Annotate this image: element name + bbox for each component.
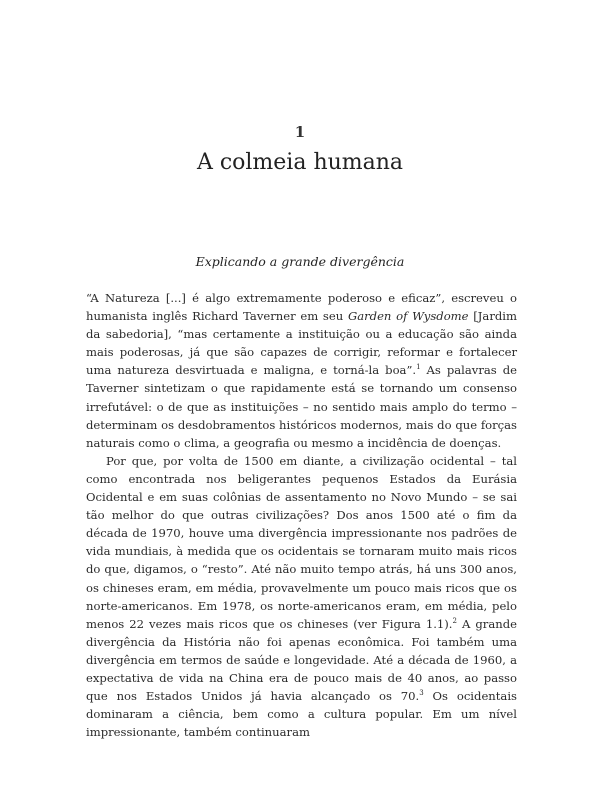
text-run: Por que, por volta de 1500 em diante, a civilização ocidental – tal como encontrada nos beligerantes pequenos Estados da Eurásia Ocidental e em suas colônias de assentamento no Novo Mundo – se sai tão melhor do que outras civilizações? Dos anos 1500 até o fim da década de 1970, houve uma divergência impressionante nos padrões de vida mundiais, à medida que os ocidentais se tornaram muito mais ricos do que, digamos, o “resto”. Até não muito tempo atrás, há uns 300 anos, os chineses eram, em média, provavelmente um pouco mais ricos que os norte-americanos. Em 1978, os norte-americanos eram, em média, pelo menos 22 vezes mais ricos que os chineses (ver Figura 1.1).: [86, 453, 517, 631]
paragraph: [86, 289, 517, 452]
text-run: “A Natureza [...] é algo extremamente poderoso e eficaz”, escreveu o humanista inglês Richard Taverner em seu: [86, 291, 517, 324]
paragraph: [86, 452, 517, 742]
text-run: As palavras de Taverner sintetizam o que rapidamente está se tornando um consenso irrefutável: o de que as instituições – no sentido mais amplo do termo – determinam os desdobramentos históricos modernos, mais do que forças naturais como o clima, a geografia ou mesmo a incidência de doenças.: [86, 363, 517, 450]
text-run: A grande divergência da História não foi apenas econômica. Foi também uma divergência em termos de saúde e longevidade. Até a década de 1960, a expectativa de vida na China era de pouco mais de 40 anos, ao passo que nos Estados Unidos já havia alcançado os 70.: [86, 616, 518, 704]
footnote-marker: 3: [419, 689, 424, 698]
chapter-title: A colmeia humana: [196, 150, 404, 175]
text-run: Os ocidentais dominaram a ciência, bem como a cultura popular. Em um nível impressionante, também continuaram: [86, 689, 517, 740]
chapter-number: 1: [294, 123, 306, 141]
italic-title: Garden of Wysdome: [347, 309, 469, 324]
section-heading: Explicando a grande divergência: [195, 254, 405, 269]
footnote-marker: 2: [452, 616, 457, 625]
footnote-marker: 1: [416, 363, 421, 372]
body-text: [86, 289, 517, 741]
text-run: [Jardim da sabedoria], “mas certamente a instituição ou a educação são ainda mais poderosas, já que são capazes de corrigir, reformar e fortalecer uma natureza desvirtuada e maligna, e torná-la boa”.: [86, 309, 517, 378]
